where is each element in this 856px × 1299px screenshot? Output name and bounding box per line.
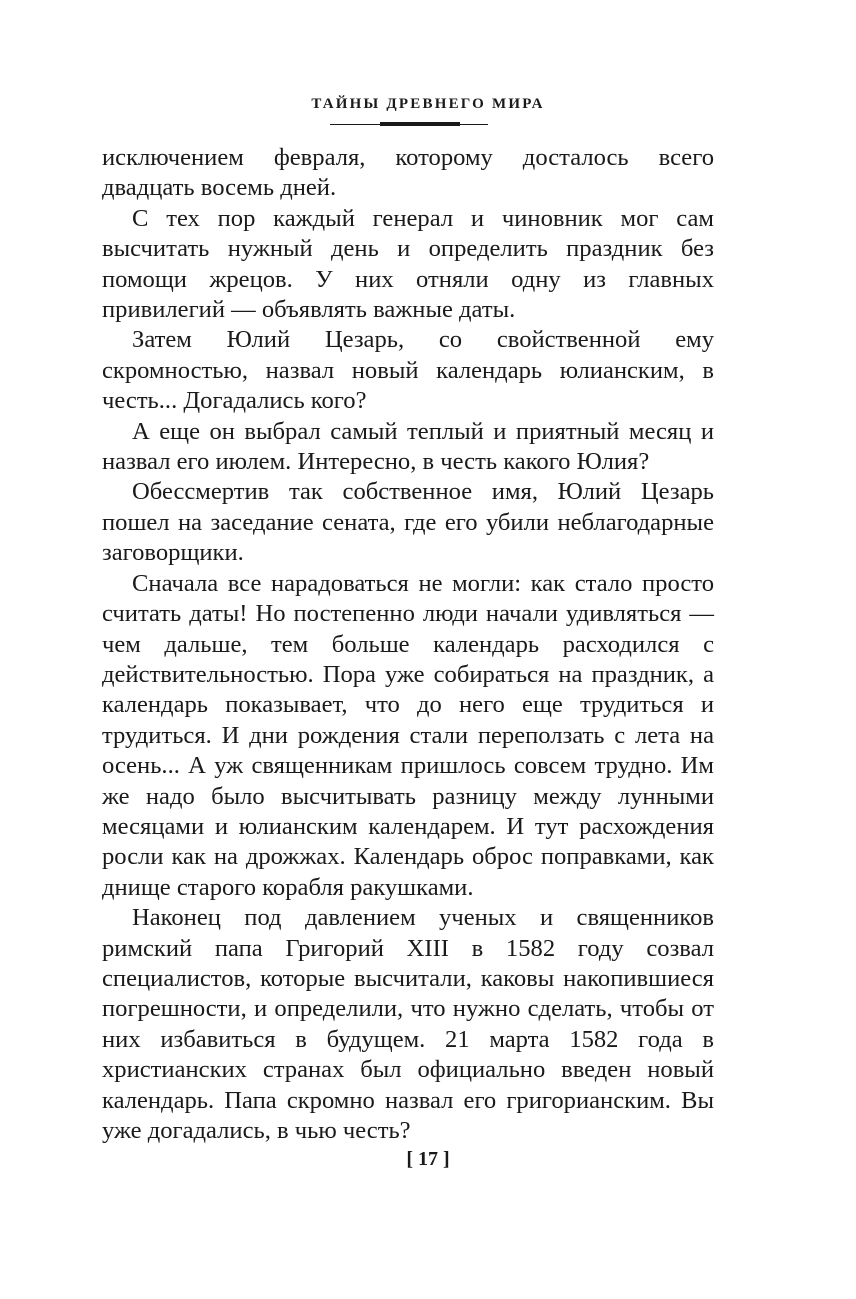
page-number: [ 17 ] xyxy=(406,1148,450,1170)
page-body xyxy=(102,143,714,1146)
paragraph: Затем Юлий Цезарь, со свойственной ему скромностью, назвал новый календарь юлианским, в честь... Догадались кого? xyxy=(102,326,714,415)
paragraph: Обессмертив так собственное имя, Юлий Цезарь пошел на заседание сената, где его убили неблагодарные заговорщики. xyxy=(102,478,714,567)
paragraph: С тех пор каждый генерал и чиновник мог сам высчитать нужный день и определить праздник без помощи жрецов. У них отняли одну из главных привилегий — объявлять важные даты. xyxy=(102,204,714,324)
paragraph: А еще он выбрал самый теплый и приятный месяц и назвал его июлем. Интересно, в честь какого Юлия? xyxy=(102,417,714,476)
paragraph-continued: исключением февраля, которому досталось всего двадцать восемь дней. xyxy=(102,144,714,202)
running-head-title: ТАЙНЫ ДРЕВНЕГО МИРА xyxy=(311,96,545,112)
paragraph: Сначала все нарадоваться не могли: как стало просто считать даты! Но постепенно люди начали удивляться — чем дальше, тем больше календарь расходился с действительностью. Пора уже собираться на праздник, а календарь показывает, что до него еще трудиться и трудиться. И дни рождения стали переползать с лета на осень... А уж священникам пришлось совсем трудно. Им же надо было высчитывать разницу между лунными месяцами и юлианским календарем. И тут расхождения росли как на дрожжах. Календарь оброс поправками, как днище старого корабля ракушками. xyxy=(102,569,714,901)
paragraph: Наконец под давлением ученых и священников римский папа Григорий XIII в 1582 году созвал специалистов, которые высчитали, каковы накопившиеся погрешности, и определили, что нужно сделать, чтобы от них избавиться в будущем. 21 марта 1582 года в христианских странах был официально введен новый календарь. Папа скромно назвал его григорианским. Вы уже догадались, в чью честь? xyxy=(102,904,714,1144)
header-rule-accent xyxy=(380,122,460,126)
